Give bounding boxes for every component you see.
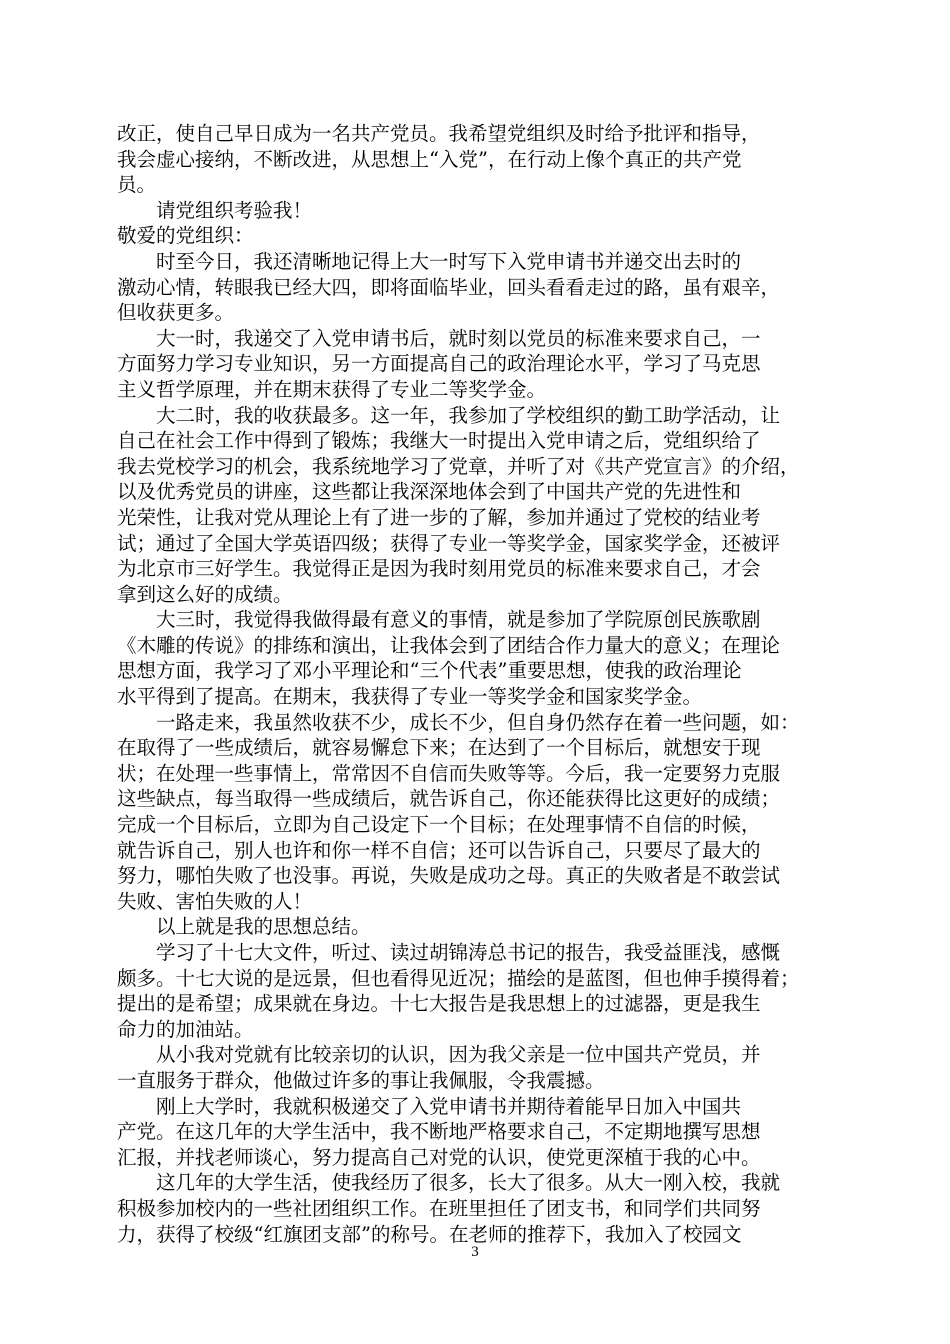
text-line: 激动心情，转眼我已经大四，即将面临毕业，回头看看走过的路，虽有艰辛， (117, 275, 781, 299)
text-line: 敬爱的党组织： (117, 224, 254, 248)
text-line: 一路走来，我虽然收获不少，成长不少，但自身仍然存在着一些问题，如： (117, 710, 800, 734)
text-line: 拿到这么好的成绩。 (117, 582, 293, 606)
text-line: 提出的是希望；成果就在身边。十七大报告是我思想上的过滤器，更是我生 (117, 992, 761, 1016)
text-line: 以及优秀党员的讲座，这些都让我深深地体会到了中国共产党的先进性和 (117, 480, 742, 504)
text-line: 失败、害怕失败的人！ (117, 889, 313, 913)
text-line: 方面努力学习专业知识，另一方面提高自己的政治理论水平，学习了马克思 (117, 352, 761, 376)
text-line: 我去党校学习的机会，我系统地学习了党章，并听了对《共产党宣言》的介绍， (117, 454, 800, 478)
text-line: 大二时，我的收获最多。这一年，我参加了学校组织的勤工助学活动，让 (117, 403, 781, 427)
text-line: 努力，哪怕失败了也没事。再说，失败是成功之母。真正的失败者是不敢尝试 (117, 864, 781, 888)
text-line: 试；通过了全国大学英语四级；获得了专业一等奖学金，国家奖学金，还被评 (117, 531, 781, 555)
text-line: 大三时，我觉得我做得最有意义的事情，就是参加了学院原创民族歌剧 (117, 608, 761, 632)
text-line: 一直服务于群众，他做过许多的事让我佩服，令我震撼。 (117, 1068, 605, 1092)
text-line: 我会虚心接纳，不断改进，从思想上“入党”，在行动上像个真正的共产党 (117, 147, 742, 171)
text-line: 命力的加油站。 (117, 1017, 254, 1041)
text-line: 以上就是我的思想总结。 (117, 915, 371, 939)
text-line: 时至今日，我还清晰地记得上大一时写下入党申请书并递交出去时的 (117, 249, 742, 273)
text-line: 产党。在这几年的大学生活中，我不断地严格要求自己，不定期地撰写思想 (117, 1120, 761, 1144)
text-line: 但收获更多。 (117, 301, 235, 325)
text-line: 为北京市三好学生。我觉得正是因为我时刻用党员的标准来要求自己，才会 (117, 557, 761, 581)
text-line: 这几年的大学生活，使我经历了很多，长大了很多。从大一刚入校，我就 (117, 1171, 781, 1195)
text-line: 从小我对党就有比较亲切的认识，因为我父亲是一位中国共产党员，并 (117, 1043, 761, 1067)
text-line: 颇多。十七大说的是远景，但也看得见近况；描绘的是蓝图，但也伸手摸得着； (117, 966, 800, 990)
text-line: 改正，使自己早日成为一名共产党员。我希望党组织及时给予批评和指导， (117, 122, 761, 145)
text-line: 大一时，我递交了入党申请书后，就时刻以党员的标准来要求自己，一 (117, 326, 761, 350)
text-line: 《木雕的传说》的排练和演出，让我体会到了团结合作力量大的意义；在理论 (117, 633, 781, 657)
text-line: 力，获得了校级“红旗团支部”的称号。在老师的推荐下，我加入了校园文 (117, 1222, 742, 1246)
text-line: 就告诉自己，别人也许和你一样不自信；还可以告诉自己，只要尽了最大的 (117, 838, 761, 862)
text-line: 请党组织考验我！ (117, 198, 313, 222)
text-line: 思想方面，我学习了邓小平理论和“三个代表”重要思想，使我的政治理论 (117, 659, 742, 683)
text-line: 主义哲学原理，并在期末获得了专业二等奖学金。 (117, 377, 547, 401)
text-line: 完成一个目标后，立即为自己设定下一个目标；在处理事情不自信的时候， (117, 813, 761, 837)
text-line: 这些缺点，每当取得一些成绩后，就告诉自己，你还能获得比这更好的成绩； (117, 787, 781, 811)
text-line: 积极参加校内的一些社团组织工作。在班里担任了团支书，和同学们共同努 (117, 1196, 761, 1220)
text-line: 水平得到了提高。在期末，我获得了专业一等奖学金和国家奖学金。 (117, 685, 703, 709)
text-line: 光荣性，让我对党从理论上有了进一步的了解，参加并通过了党校的结业考 (117, 505, 761, 529)
text-line: 刚上大学时，我就积极递交了入党申请书并期待着能早日加入中国共 (117, 1094, 742, 1118)
document-body (117, 121, 837, 1247)
text-line: 自己在社会工作中得到了锻炼；我继大一时提出入党申请之后，党组织给了 (117, 429, 761, 453)
text-line: 汇报，并找老师谈心，努力提高自己对党的认识，使党更深植于我的心中。 (117, 1145, 761, 1169)
text-line: 状；在处理一些事情上，常常因不自信而失败等等。今后，我一定要努力克服 (117, 761, 781, 785)
page-number: 3 (471, 1244, 479, 1260)
text-line: 学习了十七大文件，听过、读过胡锦涛总书记的报告，我受益匪浅，感慨 (117, 941, 781, 964)
text-line: 员。 (117, 173, 157, 197)
text-line: 在取得了一些成绩后，就容易懈怠下来；在达到了一个目标后，就想安于现 (117, 736, 761, 760)
